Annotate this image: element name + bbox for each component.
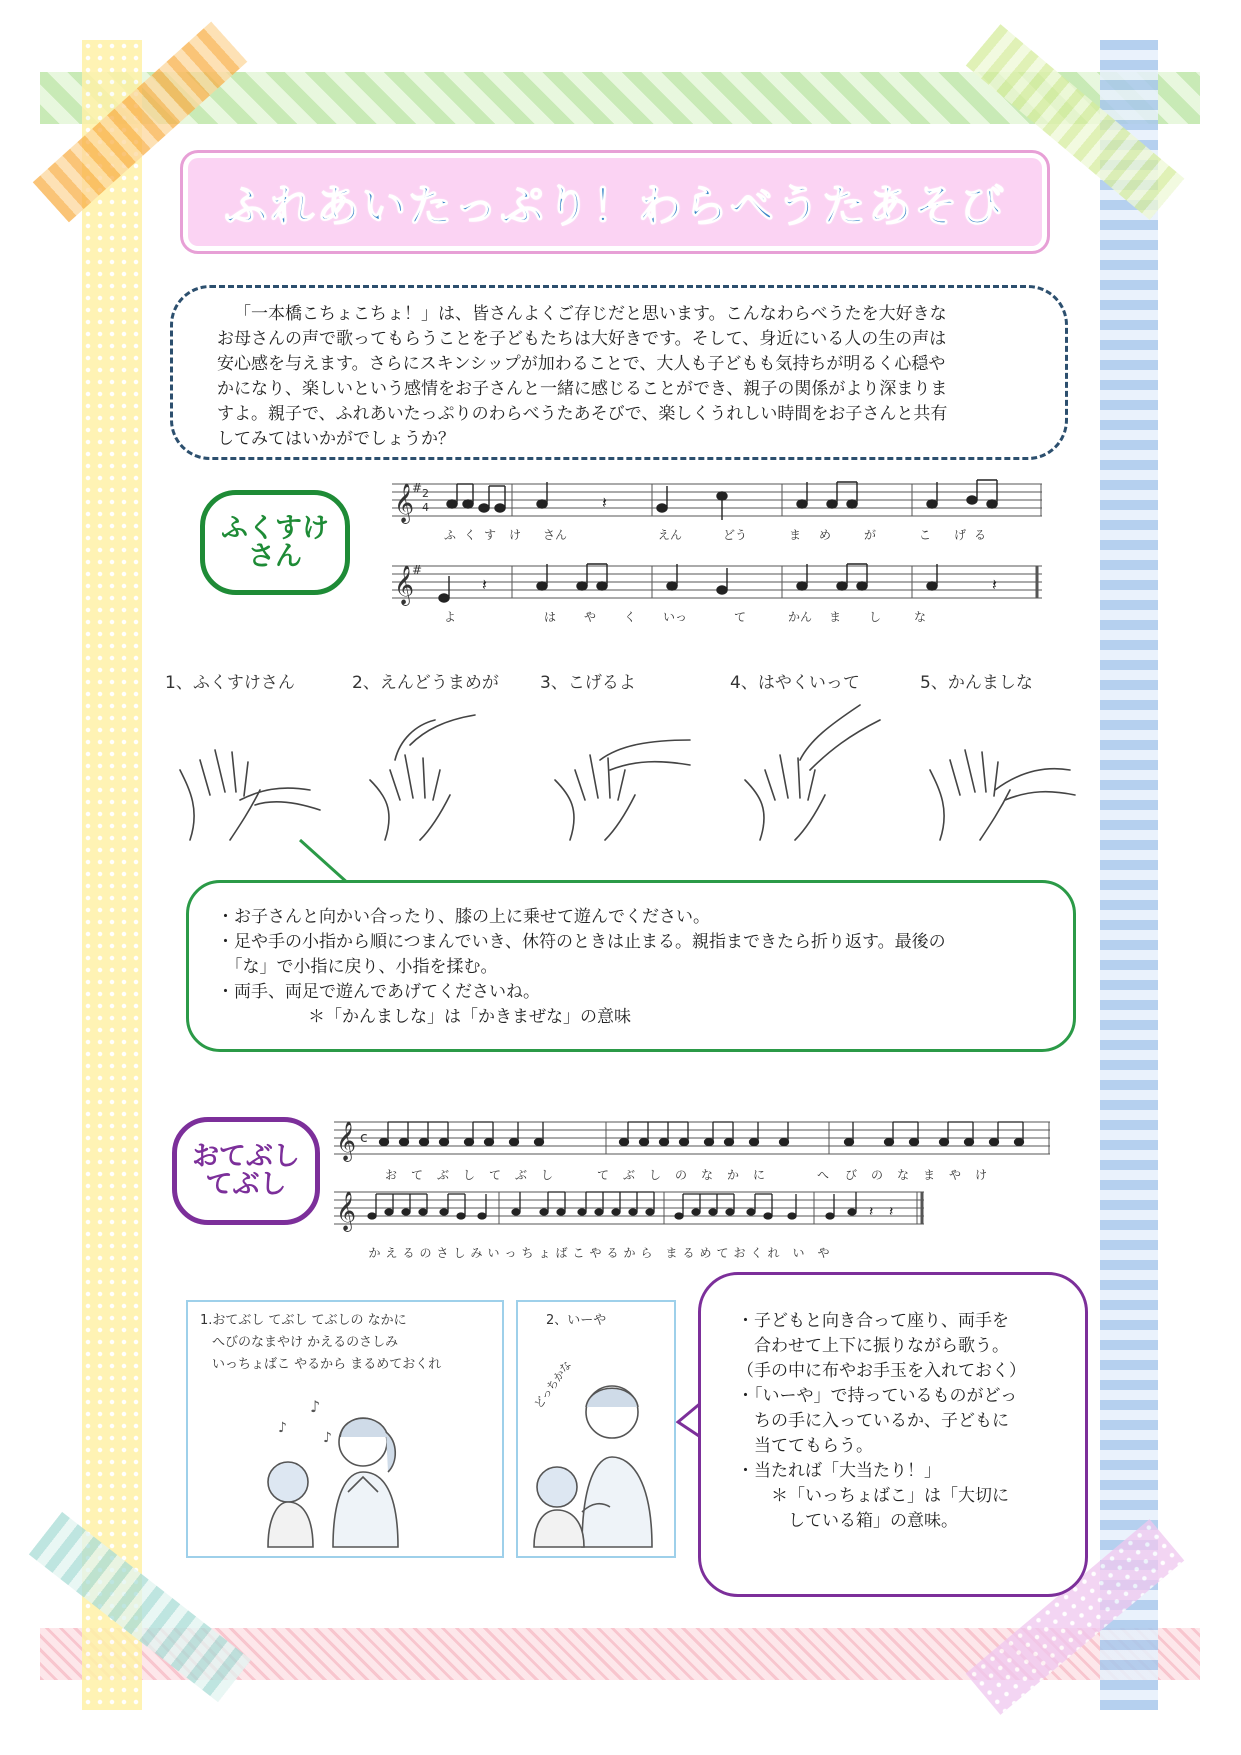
lyric: の xyxy=(419,1246,432,1260)
lyric: ふ xyxy=(443,528,456,542)
lyric: て xyxy=(596,1168,609,1182)
lyric: る xyxy=(402,1246,415,1260)
lyric: や xyxy=(583,610,596,624)
lyric: ょ xyxy=(538,1246,551,1260)
lyric: に xyxy=(752,1168,765,1182)
step-label-4: 4、はやくいって xyxy=(730,673,860,693)
lyric: く xyxy=(623,610,636,624)
title-banner xyxy=(180,150,1050,254)
lyric: や xyxy=(817,1246,830,1260)
lyric: し xyxy=(462,1168,475,1182)
song-label-line: ふくすけ xyxy=(221,512,329,544)
lyric: えん xyxy=(657,528,682,542)
lyric: な xyxy=(913,610,926,624)
note-line: している箱」の意味。 xyxy=(737,1511,958,1531)
lyric: す xyxy=(483,528,496,542)
lyric: び xyxy=(844,1168,857,1182)
svg-text:2: 2 xyxy=(422,487,429,500)
song-label-otebushi xyxy=(172,1117,320,1225)
hand-illustration-5 xyxy=(920,700,1080,850)
lyric xyxy=(772,1166,808,1183)
note-line: 当ててもらう。 xyxy=(737,1436,873,1456)
intro-line: お母さんの声で歌ってもらうことを子どもたちは大好きです。そして、身近にいる人の生の声は xyxy=(217,329,947,349)
song-label-fukusuke xyxy=(200,490,350,595)
otebushi-notes-bubble xyxy=(698,1272,1088,1597)
lyric: し xyxy=(648,1168,661,1182)
illustration-caption xyxy=(200,1310,441,1376)
lyric xyxy=(560,1166,590,1183)
lyric: ま xyxy=(665,1246,678,1260)
lyric: ら xyxy=(640,1246,653,1260)
lyric: な xyxy=(700,1168,713,1182)
svg-text:𝄽: 𝄽 xyxy=(602,493,607,512)
intro-line: してみてはいかがでしょうか？ xyxy=(217,429,455,449)
lyric xyxy=(782,1244,790,1261)
lyric: て xyxy=(488,1168,501,1182)
svg-text:𝄞: 𝄞 xyxy=(394,483,415,523)
note-line: ・「いーや」で持っているものがどっ xyxy=(737,1386,1018,1406)
hand-illustration-4 xyxy=(730,700,890,850)
step-label-2: 2、えんどうまめが xyxy=(352,673,499,693)
lyric: ま xyxy=(828,610,841,624)
lyric: い xyxy=(487,1246,500,1260)
lyric: ち xyxy=(521,1246,534,1260)
lyric: え xyxy=(385,1246,398,1260)
lyric: いっ xyxy=(662,610,687,624)
lyrics-fukusuke-2 xyxy=(440,608,940,625)
lyric: こ xyxy=(918,528,931,542)
step-label-3: 3、こげるよ xyxy=(540,673,636,693)
note-line: ・お子さんと向かい合ったり、膝の上に乗せて遊んでください。 xyxy=(217,907,710,927)
lyric: は xyxy=(543,610,556,624)
svg-text:♪: ♪ xyxy=(278,1420,287,1436)
lyric: く xyxy=(463,528,476,542)
caption-line: いっちょばこ やるから まるめておくれ xyxy=(212,1357,442,1372)
lyric: け xyxy=(974,1168,987,1182)
note-line: ＊「いっちょばこ」は「大切に xyxy=(737,1486,1009,1506)
music-staff-otebushi-2 xyxy=(334,1186,924,1242)
lyric: お xyxy=(733,1246,746,1260)
lyric xyxy=(580,526,650,543)
caption-line: へびのなまやけ かえるのさしみ xyxy=(212,1335,399,1350)
svg-text:c: c xyxy=(360,1130,368,1146)
lyric: や xyxy=(948,1168,961,1182)
lyric xyxy=(655,1244,663,1261)
lyric: お xyxy=(384,1168,397,1182)
lyric: め xyxy=(818,528,831,542)
lyric: げ xyxy=(953,528,966,542)
note-line: ・子どもと向き合って座り、両手を xyxy=(737,1311,1009,1331)
note-line: 「な」で小指に戻り、小指を揉む。 xyxy=(217,957,498,977)
lyric: の xyxy=(870,1168,883,1182)
lyric: い xyxy=(792,1246,805,1260)
lyric: て xyxy=(410,1168,423,1182)
svg-text:𝄞: 𝄞 xyxy=(336,1121,357,1161)
svg-text:𝄞: 𝄞 xyxy=(336,1191,357,1231)
lyric: っ xyxy=(504,1246,517,1260)
svg-text:𝄽: 𝄽 xyxy=(869,1204,874,1220)
intro-line: 安心感を与えます。さらにスキンシップが加わることで、大人も子どもも気持ちが明るく心穏や xyxy=(217,354,946,374)
lyric: し xyxy=(540,1168,553,1182)
lyric: る xyxy=(973,528,986,542)
lyrics-fukusuke-1 xyxy=(440,526,990,543)
lyric: か xyxy=(726,1168,739,1182)
note-line: 合わせて上下に振りながら歌う。 xyxy=(737,1336,1009,1356)
hand-illustration-1 xyxy=(170,700,330,850)
washi-tape-left xyxy=(82,40,142,1710)
step-label-1: 1、ふくすけさん xyxy=(165,673,295,693)
lyric: な xyxy=(896,1168,909,1182)
fukusuke-notes xyxy=(217,905,1043,1030)
svg-text:𝄽: 𝄽 xyxy=(992,575,997,594)
lyric: る xyxy=(606,1246,619,1260)
lyric: さ xyxy=(436,1246,449,1260)
svg-text:#: # xyxy=(412,563,423,577)
otebushi-notes xyxy=(737,1309,1065,1534)
lyric: ぶ xyxy=(622,1168,635,1182)
intro-box xyxy=(170,285,1068,460)
lyric xyxy=(807,1244,815,1261)
lyric: さん xyxy=(542,528,567,542)
hand-illustration-2 xyxy=(355,700,515,850)
lyric: が xyxy=(863,528,876,542)
svg-text:𝄽: 𝄽 xyxy=(482,575,487,594)
illustration-caption: 2、いーや xyxy=(546,1313,607,1328)
lyric: ぶ xyxy=(436,1168,449,1182)
lyric: れ xyxy=(767,1246,780,1260)
svg-text:#: # xyxy=(412,481,423,495)
intro-line: 「一本橋こちょこちょ！」は、皆さんよくご存じだと思います。こんなわらべうたを大好きな xyxy=(234,304,947,324)
song-label-line: さん xyxy=(248,540,302,572)
washi-tape-right xyxy=(1100,40,1158,1710)
note-line: ・足や手の小指から順につまんでいき、休符のときは止まる。親指まできたら折り返す。最後の xyxy=(217,932,946,952)
lyric: か xyxy=(623,1246,636,1260)
illustration-otebushi-2 xyxy=(516,1300,676,1558)
intro-text xyxy=(217,302,1025,452)
lyrics-otebushi-1 xyxy=(378,1166,994,1183)
intro-line: かになり、楽しいという感情をお子さんと一緒に感じることができ、親子の関係がより深まりま xyxy=(217,379,948,399)
illustration-otebushi-1 xyxy=(186,1300,504,1558)
lyric: ま xyxy=(788,528,801,542)
lyric: け xyxy=(508,528,521,542)
lyric: し xyxy=(453,1246,466,1260)
note-line: （手の中に布やお手玉を入れておく） xyxy=(737,1361,1026,1381)
svg-text:♪: ♪ xyxy=(323,1430,332,1446)
lyric: へ xyxy=(816,1168,829,1182)
note-line: ・当たれば「大当たり！」 xyxy=(737,1461,941,1481)
intro-line: すよ。親子で、ふれあいたっぷりのわらべうたあそびで、楽しくうれしい時間をお子さんと共有 xyxy=(217,404,948,424)
lyric: か xyxy=(368,1246,381,1260)
song-label-line: てぶし xyxy=(205,1169,287,1200)
lyric: ぶ xyxy=(514,1168,527,1182)
note-line: ＊「かんましな」は「かきまぜな」の意味 xyxy=(257,1007,631,1027)
caption-line: 1.おてぶし てぶし てぶしの なかに xyxy=(200,1313,407,1328)
lyric: や xyxy=(589,1246,602,1260)
lyric: かん xyxy=(787,610,812,624)
hand-illustration-3 xyxy=(540,700,700,850)
lyric: て xyxy=(716,1246,729,1260)
svg-text:𝄞: 𝄞 xyxy=(394,565,415,605)
svg-text:𝄽: 𝄽 xyxy=(889,1204,894,1220)
lyric: て xyxy=(733,610,746,624)
lyric: め xyxy=(699,1246,712,1260)
lyric: こ xyxy=(572,1246,585,1260)
svg-text:4: 4 xyxy=(422,501,429,514)
page-title: ふれあいたっぷり！わらべうたあそび xyxy=(224,181,1006,232)
note-line: ・両手、両足で遊んであげてくださいね。 xyxy=(217,982,540,1002)
lyric: み xyxy=(470,1246,483,1260)
lyric: ば xyxy=(555,1246,568,1260)
lyric: ま xyxy=(922,1168,935,1182)
lyrics-otebushi-2 xyxy=(366,1244,832,1261)
lyric: よ xyxy=(443,610,456,624)
lyric: し xyxy=(868,610,881,624)
lyric: どう xyxy=(722,528,747,542)
speech-text: どっちかな xyxy=(531,1358,575,1411)
step-label-5: 5、かんましな xyxy=(920,673,1033,693)
fukusuke-notes-bubble xyxy=(186,880,1076,1052)
lyric: の xyxy=(674,1168,687,1182)
note-line: ちの手に入っているか、子どもに xyxy=(737,1411,1009,1431)
lyric: る xyxy=(682,1246,695,1260)
lyric xyxy=(460,608,530,625)
music-staff-otebushi-1 xyxy=(334,1116,1050,1172)
song-label-line: おてぶし xyxy=(192,1141,300,1172)
lyric: く xyxy=(750,1246,763,1260)
svg-text:♪: ♪ xyxy=(310,1397,321,1416)
